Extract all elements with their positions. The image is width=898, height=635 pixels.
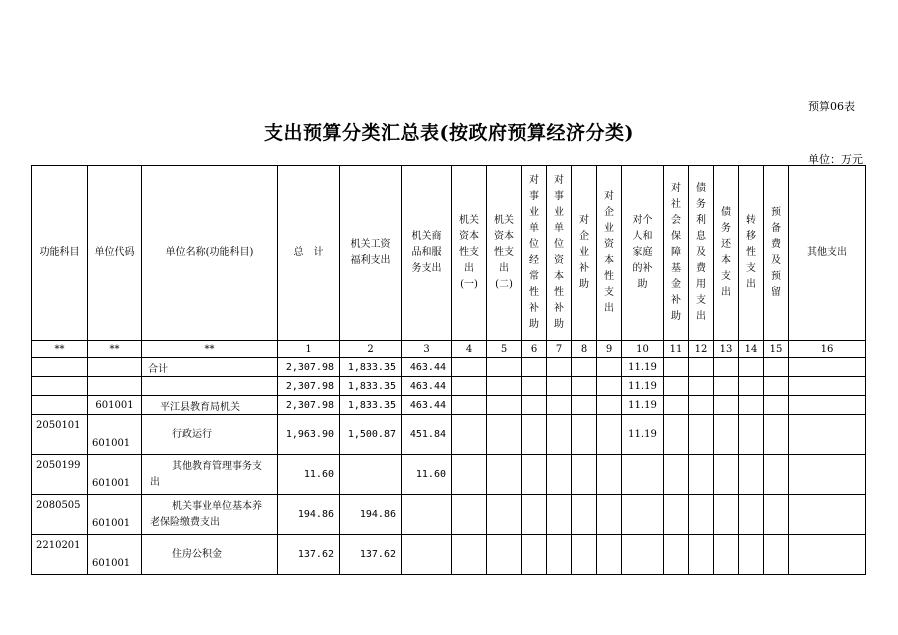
empty-cell — [739, 535, 764, 575]
unit-name-cell: 平江县教育局机关 — [142, 396, 278, 415]
func-code-cell: 2210201 — [32, 535, 88, 575]
empty-cell — [547, 358, 572, 377]
empty-cell — [739, 415, 764, 455]
col-enterprise-subsidy — [572, 166, 597, 341]
empty-cell — [664, 455, 689, 495]
empty-cell — [597, 377, 622, 396]
header-row — [32, 166, 866, 341]
empty-cell — [789, 535, 866, 575]
empty-cell — [547, 396, 572, 415]
col-social-security-text: 对社会保障基金补助 — [671, 183, 681, 322]
empty-cell — [487, 495, 522, 535]
empty-cell — [764, 415, 789, 455]
col-goods-services-l1: 机关商 — [411, 231, 442, 242]
col-num: 11 — [664, 341, 689, 358]
col-num: 1 — [278, 341, 340, 358]
col-reserve — [764, 166, 789, 341]
func-code-cell — [32, 377, 88, 396]
empty-cell — [789, 415, 866, 455]
wage-cell: 1,500.87 — [340, 415, 402, 455]
empty-cell — [597, 396, 622, 415]
empty-cell — [664, 495, 689, 535]
empty-cell — [597, 415, 622, 455]
col-total: 总 计 — [278, 166, 340, 341]
col-num: 13 — [714, 341, 739, 358]
unit-code-cell: 601001 — [88, 495, 142, 535]
empty-cell — [764, 495, 789, 535]
empty-cell — [547, 415, 572, 455]
empty-cell — [714, 495, 739, 535]
unit-name-cell: 住房公积金 — [142, 535, 278, 575]
empty-cell — [452, 377, 487, 396]
empty-cell — [402, 495, 452, 535]
unit-name-line1: 机关事业单位基本养 — [172, 500, 262, 512]
unit-name-line1: 其他教育管理事务支 — [172, 460, 262, 472]
table-row — [32, 495, 866, 535]
empty-cell — [547, 377, 572, 396]
wage-cell: 1,833.35 — [340, 377, 402, 396]
empty-cell — [522, 358, 547, 377]
empty-cell — [597, 358, 622, 377]
col-function-code: 功能科目 — [32, 166, 88, 341]
empty-cell — [522, 455, 547, 495]
goods-cell: 463.44 — [402, 377, 452, 396]
unit-code-cell: 601001 — [88, 535, 142, 575]
unit-name-cell: 合计 — [142, 358, 278, 377]
col-enterprise-capital-text: 对企业资本性支出 — [604, 191, 614, 314]
empty-cell — [764, 455, 789, 495]
col-inst-regular — [522, 166, 547, 341]
col-debt-principal — [714, 166, 739, 341]
empty-cell — [340, 455, 402, 495]
empty-cell — [547, 535, 572, 575]
empty-cell — [487, 415, 522, 455]
empty-cell — [622, 495, 664, 535]
unit-name-line2: 老保险缴费支出 — [150, 516, 220, 528]
table-row — [32, 455, 866, 495]
unit-name-cell — [142, 495, 278, 535]
table-row — [32, 396, 866, 415]
col-social-security — [664, 166, 689, 341]
col-num: 6 — [522, 341, 547, 358]
empty-cell — [789, 495, 866, 535]
total-cell: 137.62 — [278, 535, 340, 575]
empty-cell — [689, 535, 714, 575]
col-goods-services-l2: 品和服 — [411, 247, 442, 258]
empty-cell — [522, 377, 547, 396]
empty-cell — [739, 358, 764, 377]
wage-cell: 137.62 — [340, 535, 402, 575]
col-reserve-text: 预备费及预留 — [771, 207, 781, 298]
col-capital-1 — [452, 166, 487, 341]
col-other: 其他支出 — [789, 166, 866, 341]
col-debt-interest — [689, 166, 714, 341]
func-code-cell: 2050199 — [32, 455, 88, 495]
total-cell: 2,307.98 — [278, 396, 340, 415]
unit-code-cell: 601001 — [88, 396, 142, 415]
budget-table — [31, 165, 866, 575]
empty-cell — [689, 358, 714, 377]
empty-cell — [764, 396, 789, 415]
empty-cell — [522, 415, 547, 455]
col-personal-subsidy-l5: 助 — [637, 279, 648, 290]
empty-cell — [597, 495, 622, 535]
empty-cell — [689, 455, 714, 495]
empty-cell — [714, 535, 739, 575]
unit-name-line2: 出 — [150, 476, 160, 488]
empty-cell — [739, 396, 764, 415]
empty-cell — [452, 415, 487, 455]
empty-cell — [452, 455, 487, 495]
form-number: 预算06表 — [808, 100, 855, 113]
unit-code-cell — [88, 358, 142, 377]
empty-cell — [572, 377, 597, 396]
empty-cell — [622, 455, 664, 495]
empty-cell — [452, 495, 487, 535]
empty-cell — [689, 495, 714, 535]
total-cell: 2,307.98 — [278, 358, 340, 377]
col-num: 15 — [764, 341, 789, 358]
wage-cell: 194.86 — [340, 495, 402, 535]
total-cell: 194.86 — [278, 495, 340, 535]
unit-code-cell: 601001 — [88, 415, 142, 455]
col-capital-2 — [487, 166, 522, 341]
empty-cell — [572, 495, 597, 535]
unit-name-cell — [142, 377, 278, 396]
col-num: 8 — [572, 341, 597, 358]
unit-name-cell — [142, 455, 278, 495]
col-num: 2 — [340, 341, 402, 358]
empty-cell — [597, 535, 622, 575]
col-transfer — [739, 166, 764, 341]
empty-cell — [789, 377, 866, 396]
empty-cell — [522, 495, 547, 535]
empty-cell — [689, 415, 714, 455]
col-debt-interest-text: 债务利息及费用支出 — [696, 183, 706, 322]
empty-cell — [572, 415, 597, 455]
empty-cell — [739, 495, 764, 535]
col-num: ** — [32, 341, 88, 358]
personal-cell: 11.19 — [622, 415, 664, 455]
col-personal-subsidy-l1: 对个 — [632, 215, 653, 226]
col-inst-capital-text: 对事业单位资本性补助 — [554, 175, 564, 330]
col-wage-welfare — [340, 166, 402, 341]
empty-cell — [664, 535, 689, 575]
empty-cell — [522, 396, 547, 415]
empty-cell — [714, 377, 739, 396]
empty-cell — [572, 535, 597, 575]
func-code-cell — [32, 396, 88, 415]
col-num: 14 — [739, 341, 764, 358]
page-title: 支出预算分类汇总表(按政府预算经济分类) — [264, 122, 634, 144]
empty-cell — [487, 396, 522, 415]
table-row — [32, 358, 866, 377]
col-goods-services — [402, 166, 452, 341]
empty-cell — [789, 358, 866, 377]
empty-cell — [764, 377, 789, 396]
empty-cell — [664, 377, 689, 396]
col-num: ** — [142, 341, 278, 358]
empty-cell — [622, 535, 664, 575]
col-wage-welfare-l2: 福利支出 — [350, 255, 391, 266]
empty-cell — [572, 396, 597, 415]
col-personal-subsidy-l4: 的补 — [632, 263, 653, 274]
func-code-cell: 2050101 — [32, 415, 88, 455]
empty-cell — [487, 455, 522, 495]
col-num: 9 — [597, 341, 622, 358]
col-num: 3 — [402, 341, 452, 358]
empty-cell — [572, 455, 597, 495]
goods-cell: 451.84 — [402, 415, 452, 455]
empty-cell — [664, 358, 689, 377]
col-enterprise-subsidy-text: 对企业补助 — [579, 215, 589, 290]
unit-code-cell — [88, 377, 142, 396]
empty-cell — [739, 455, 764, 495]
col-unit-name: 单位名称(功能科目) — [142, 166, 278, 341]
col-personal-subsidy — [622, 166, 664, 341]
empty-cell — [689, 377, 714, 396]
col-num: 16 — [789, 341, 866, 358]
empty-cell — [597, 455, 622, 495]
col-capital-1-text: 机关资本性支出(一) — [459, 215, 479, 290]
empty-cell — [547, 495, 572, 535]
empty-cell — [689, 396, 714, 415]
col-num: ** — [88, 341, 142, 358]
empty-cell — [714, 358, 739, 377]
col-transfer-text: 转移性支出 — [746, 215, 756, 290]
col-unit-code: 单位代码 — [88, 166, 142, 341]
empty-cell — [664, 396, 689, 415]
empty-cell — [764, 535, 789, 575]
col-num: 12 — [689, 341, 714, 358]
personal-cell: 11.19 — [622, 377, 664, 396]
personal-cell: 11.19 — [622, 396, 664, 415]
empty-cell — [789, 396, 866, 415]
col-goods-services-l3: 务支出 — [411, 263, 442, 274]
empty-cell — [764, 358, 789, 377]
empty-cell — [572, 358, 597, 377]
goods-cell: 463.44 — [402, 358, 452, 377]
unit-name-cell: 行政运行 — [142, 415, 278, 455]
unit-code-cell: 601001 — [88, 455, 142, 495]
empty-cell — [487, 377, 522, 396]
table-row — [32, 415, 866, 455]
col-num: 7 — [547, 341, 572, 358]
empty-cell — [487, 358, 522, 377]
table-row — [32, 377, 866, 396]
col-capital-2-text: 机关资本性支出(二) — [494, 215, 514, 290]
empty-cell — [664, 415, 689, 455]
empty-cell — [739, 377, 764, 396]
unit-label: 单位：万元 — [808, 153, 863, 166]
col-personal-subsidy-l2: 人和 — [632, 231, 653, 242]
empty-cell — [789, 455, 866, 495]
empty-cell — [452, 535, 487, 575]
empty-cell — [452, 396, 487, 415]
total-cell: 2,307.98 — [278, 377, 340, 396]
column-number-row — [32, 341, 866, 358]
goods-cell: 463.44 — [402, 396, 452, 415]
empty-cell — [402, 535, 452, 575]
empty-cell — [714, 455, 739, 495]
col-debt-principal-text: 债务还本支出 — [721, 207, 731, 298]
empty-cell — [547, 455, 572, 495]
empty-cell — [522, 535, 547, 575]
total-cell: 11.60 — [278, 455, 340, 495]
empty-cell — [714, 396, 739, 415]
func-code-cell — [32, 358, 88, 377]
col-personal-subsidy-l3: 家庭 — [632, 247, 653, 258]
col-inst-regular-text: 对事业单位经常性补助 — [529, 175, 539, 330]
goods-cell: 11.60 — [402, 455, 452, 495]
wage-cell: 1,833.35 — [340, 358, 402, 377]
wage-cell: 1,833.35 — [340, 396, 402, 415]
col-num: 5 — [487, 341, 522, 358]
col-wage-welfare-l1: 机关工资 — [350, 239, 391, 250]
empty-cell — [452, 358, 487, 377]
col-inst-capital — [547, 166, 572, 341]
empty-cell — [714, 415, 739, 455]
col-num: 10 — [622, 341, 664, 358]
personal-cell: 11.19 — [622, 358, 664, 377]
total-cell: 1,963.90 — [278, 415, 340, 455]
col-num: 4 — [452, 341, 487, 358]
empty-cell — [487, 535, 522, 575]
func-code-cell: 2080505 — [32, 495, 88, 535]
col-enterprise-capital — [597, 166, 622, 341]
table-row — [32, 535, 866, 575]
